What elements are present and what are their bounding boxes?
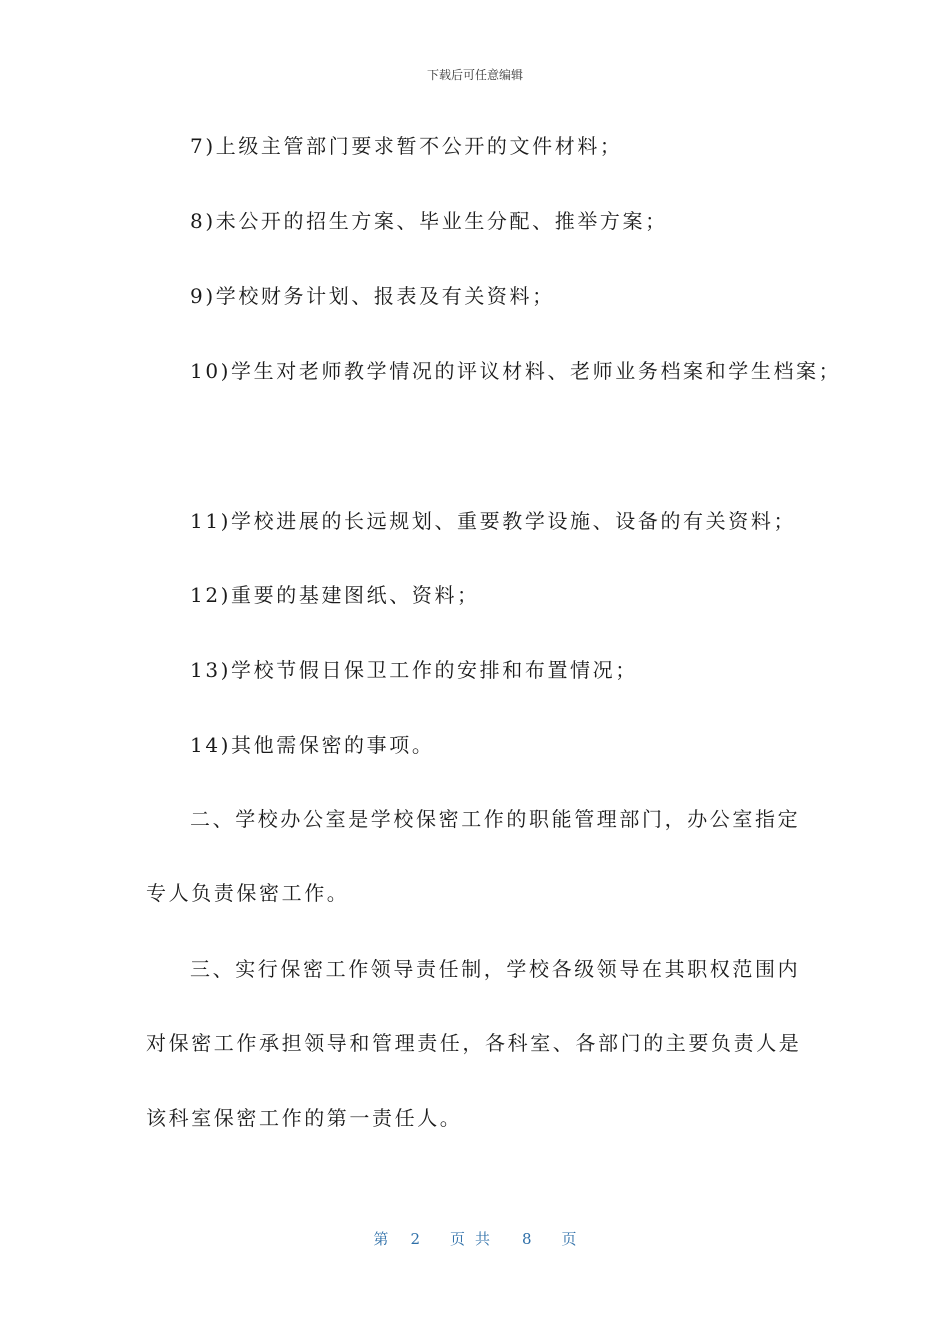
page-header-note: 下载后可任意编辑	[426, 68, 523, 82]
page-footer	[0, 1228, 950, 1249]
section-3-line-3: 该科室保密工作的第一责任人。	[146, 1106, 463, 1130]
list-item-7: 7)上级主管部门要求暂不公开的文件材料；	[190, 134, 623, 158]
section-2-line-1: 二、学校办公室是学校保密工作的职能管理部门，办公室指定	[190, 807, 801, 831]
footer-total-pages: 8	[522, 1230, 532, 1248]
footer-middle: 页共	[449, 1230, 500, 1248]
section-3-line-1: 三、实行保密工作领导责任制，学校各级领导在其职权范围内	[190, 957, 801, 981]
list-item-13: 13)学校节假日保卫工作的安排和布置情况；	[190, 658, 638, 682]
list-item-14: 14)其他需保密的事项。	[190, 733, 435, 757]
list-item-8: 8)未公开的招生方案、毕业生分配、推举方案；	[190, 209, 668, 233]
footer-current-page: 2	[410, 1230, 420, 1248]
list-item-12: 12)重要的基建图纸、资料；	[190, 583, 480, 607]
section-2-line-2: 专人负责保密工作。	[146, 881, 350, 905]
list-item-9: 9)学校财务计划、报表及有关资料；	[190, 284, 555, 308]
list-item-11: 11)学校进展的长远规划、重要教学设施、设备的有关资料；	[190, 509, 797, 533]
section-3-line-2: 对保密工作承担领导和管理责任，各科室、各部门的主要负责人是	[146, 1031, 802, 1055]
footer-suffix: 页	[561, 1230, 577, 1248]
list-item-10: 10)学生对老师教学情况的评议材料、老师业务档案和学生档案；	[190, 359, 842, 383]
footer-prefix: 第	[373, 1230, 389, 1248]
